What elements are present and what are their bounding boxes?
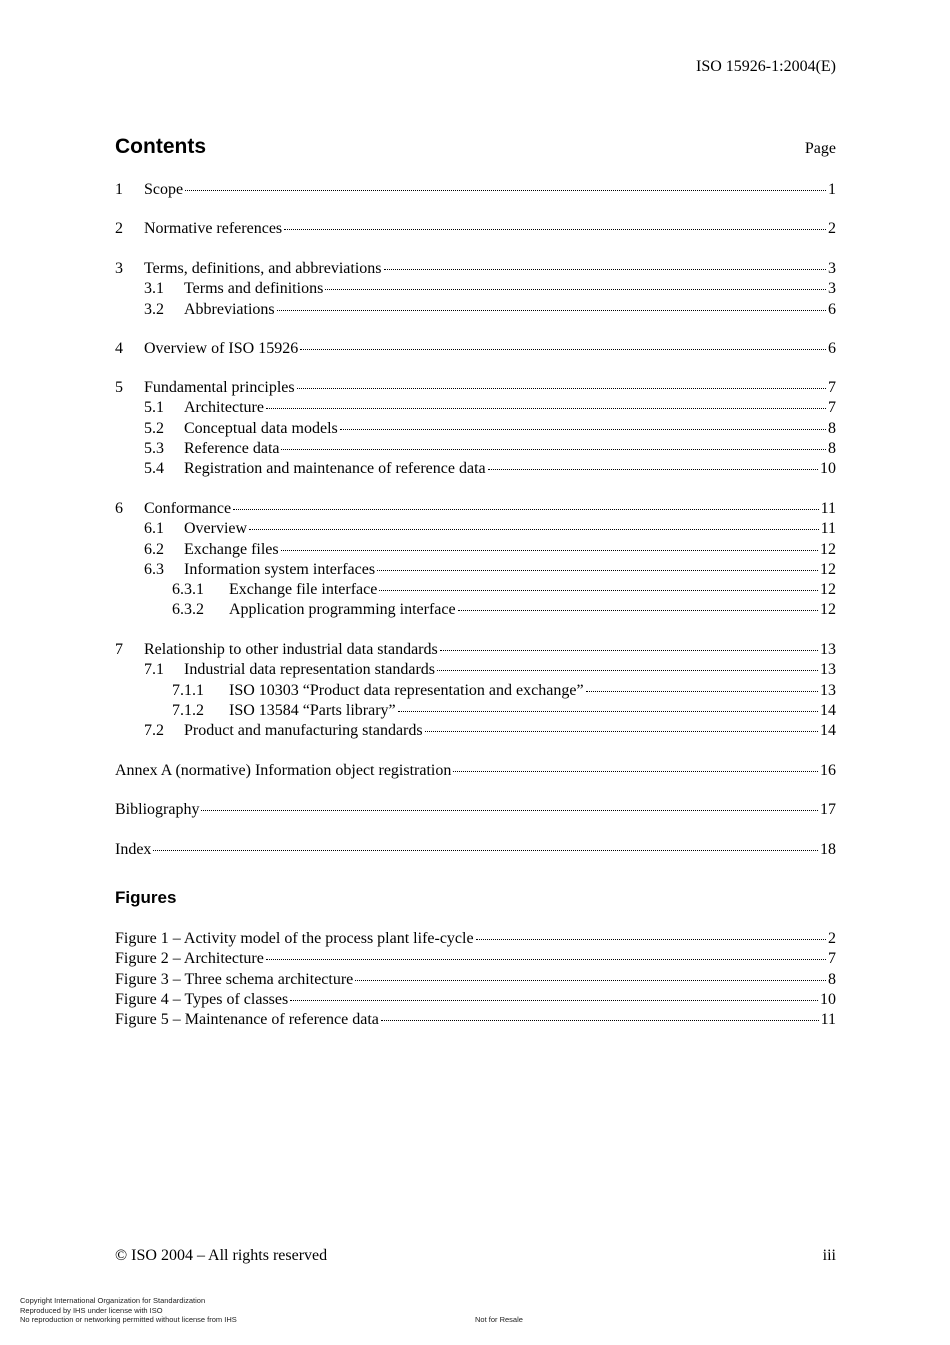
dot-leader [453, 770, 818, 772]
toc-entry[interactable] [115, 660, 836, 680]
toc-entry-label: Bibliography [115, 801, 200, 818]
toc-entry-page: 12 [820, 601, 836, 619]
toc-entry-page: 10 [820, 460, 836, 478]
toc-group [115, 339, 836, 359]
toc-entry-page: 1 [828, 181, 836, 198]
figure-entry-page: 11 [820, 1011, 836, 1029]
toc-entry[interactable] [115, 398, 836, 418]
toc-entry-number: 6.3.1 [172, 581, 204, 599]
toc-entry[interactable] [115, 419, 836, 439]
toc-entry[interactable] [115, 439, 836, 459]
toc-entry-number: 5.4 [144, 460, 164, 478]
figure-entry-page: 2 [828, 930, 836, 947]
toc-entry-page: 14 [820, 722, 836, 740]
dot-leader [488, 468, 818, 470]
toc-entry-page: 8 [828, 439, 836, 457]
toc-entry-number: 6 [115, 500, 123, 517]
dot-leader [281, 549, 818, 551]
figure-entry-page: 10 [820, 990, 836, 1008]
toc-entry-number: 4 [115, 340, 123, 357]
toc-entry-label: Scope [144, 181, 184, 198]
toc-entry-number: 5 [115, 379, 123, 396]
figure-entry[interactable] [115, 949, 836, 969]
dot-leader [586, 690, 818, 692]
dot-leader [201, 809, 818, 811]
dot-leader [300, 348, 826, 350]
toc-entry-label: Abbreviations [184, 300, 275, 318]
page-column-label: Page [804, 140, 836, 157]
legal-line: No reproduction or networking permitted without license from IHS [20, 1315, 237, 1324]
dot-leader [379, 589, 818, 591]
toc-entry-page: 12 [820, 540, 836, 558]
toc-entry-label: Terms and definitions [184, 280, 324, 298]
toc-entry-label: Fundamental principles [144, 379, 295, 396]
toc-entry[interactable] [115, 219, 836, 239]
toc-group [115, 378, 836, 479]
toc-entry-label: Overview of ISO 15926 [144, 340, 299, 357]
toc-entry-page: 18 [820, 841, 836, 858]
toc-entry-number: 5.2 [144, 419, 164, 437]
toc-entry-page: 14 [820, 701, 836, 719]
toc-entry-label: Registration and maintenance of reference data [184, 460, 486, 478]
toc-entry-label: Exchange files [184, 540, 279, 558]
toc-entry-number: 7.1 [144, 661, 164, 679]
toc-entry-page: 6 [828, 300, 836, 318]
toc-entry-page: 16 [820, 762, 836, 779]
contents-title: Contents [115, 135, 206, 158]
dot-leader [233, 508, 819, 510]
figure-entry-page: 8 [828, 970, 836, 988]
toc-entry-number: 7.1.2 [172, 701, 204, 719]
toc-group [115, 259, 836, 320]
dot-leader [153, 849, 818, 851]
toc-entry-label: Information system interfaces [184, 560, 376, 578]
figure-entry[interactable] [115, 970, 836, 990]
dot-leader [440, 649, 818, 651]
figure-entry[interactable] [115, 990, 836, 1010]
toc-entry[interactable] [115, 339, 836, 359]
toc-entry-page: 7 [828, 379, 836, 396]
toc-entry[interactable] [115, 279, 836, 299]
toc-group [115, 840, 836, 860]
not-for-resale-note: Not for Resale [475, 1315, 523, 1324]
document-id: ISO 15926-1:2004(E) [696, 58, 836, 75]
toc-entry[interactable] [115, 560, 836, 580]
dot-leader [284, 228, 826, 230]
figure-entry-label: Figure 1 – Activity model of the process plant life-cycle [115, 930, 474, 947]
dot-leader [377, 569, 818, 571]
toc-entry-number: 7.1.1 [172, 681, 204, 699]
figures-title: Figures [115, 888, 177, 907]
toc-entry-number: 3.2 [144, 300, 164, 318]
legal-notice [20, 1296, 237, 1325]
toc-entry-page: 11 [820, 520, 836, 538]
toc-group [115, 499, 836, 621]
toc-entry-label: ISO 13584 “Parts library” [229, 701, 396, 719]
dot-leader [398, 710, 818, 712]
figure-entry-label: Figure 2 – Architecture [115, 950, 264, 968]
dot-leader [340, 428, 826, 430]
list-of-figures [115, 929, 836, 1030]
toc-entry-page: 6 [828, 340, 836, 357]
toc-entry-label: Architecture [184, 399, 264, 417]
figure-entry-label: Figure 4 – Types of classes [115, 990, 289, 1008]
toc-entry-label: Exchange file interface [229, 581, 378, 599]
toc-entry-page: 7 [828, 399, 836, 417]
toc-entry-label: Terms, definitions, and abbreviations [144, 260, 382, 277]
dot-leader [384, 268, 827, 270]
dot-leader [425, 730, 818, 732]
toc-entry-label: Normative references [144, 220, 283, 237]
toc-entry-number: 6.3.2 [172, 601, 204, 619]
figure-entry-label: Figure 3 – Three schema architecture [115, 970, 354, 988]
toc-entry-number: 6.3 [144, 560, 164, 578]
figure-entry[interactable] [115, 929, 836, 949]
toc-entry[interactable] [115, 519, 836, 539]
toc-entry[interactable] [115, 640, 836, 660]
toc-entry-number: 1 [115, 181, 123, 198]
dot-leader [266, 407, 826, 409]
toc-entry-number: 3 [115, 260, 123, 277]
dot-leader [249, 528, 819, 530]
toc-entry-page: 17 [820, 801, 836, 818]
toc-entry-label: Reference data [184, 439, 280, 457]
toc-entry[interactable] [115, 800, 836, 820]
toc-entry[interactable] [115, 499, 836, 519]
toc-entry[interactable] [115, 459, 836, 479]
toc-entry-number: 3.1 [144, 280, 164, 298]
toc-entry[interactable] [115, 840, 836, 860]
toc-entry-page: 8 [828, 419, 836, 437]
toc-entry[interactable] [115, 259, 836, 279]
dot-leader [277, 309, 826, 311]
toc-group [115, 640, 836, 741]
dot-leader [381, 1019, 819, 1021]
figure-entry-label: Figure 5 – Maintenance of reference data [115, 1011, 379, 1029]
dot-leader [266, 958, 826, 960]
toc-entry-page: 12 [820, 581, 836, 599]
footer-copyright: © ISO 2004 – All rights reserved [115, 1247, 328, 1264]
dot-leader [355, 979, 826, 981]
figure-entry-page: 7 [828, 950, 836, 968]
toc-entry-label: Product and manufacturing standards [184, 722, 423, 740]
toc-entry[interactable] [115, 300, 836, 320]
toc-group [115, 761, 836, 781]
toc-entry-label: Conceptual data models [184, 419, 338, 437]
toc-entry[interactable] [115, 761, 836, 781]
legal-line: Reproduced by IHS under license with ISO [20, 1305, 163, 1315]
toc-entry-page: 11 [820, 500, 836, 517]
toc-entry-page: 13 [820, 641, 836, 658]
toc-entry-label: Index [115, 841, 152, 858]
toc-entry-page: 3 [828, 260, 836, 277]
footer-page-number: iii [822, 1247, 836, 1264]
toc-entry[interactable] [115, 180, 836, 200]
toc-entry-label: Industrial data representation standards [184, 661, 436, 679]
toc-entry-number: 6.2 [144, 540, 164, 558]
toc-entry-page: 13 [820, 661, 836, 679]
toc-entry-page: 2 [828, 220, 836, 237]
toc-entry-number: 7 [115, 641, 123, 658]
dot-leader [476, 938, 826, 940]
dot-leader [437, 669, 818, 671]
toc-entry-label: Application programming interface [229, 601, 456, 619]
toc-entry[interactable] [115, 721, 836, 741]
toc-entry-page: 13 [820, 681, 836, 699]
toc-entry-number: 5.1 [144, 399, 164, 417]
toc-entry-label: Overview [184, 520, 248, 538]
toc-entry-label: Conformance [144, 500, 232, 517]
toc-entry-number: 6.1 [144, 520, 164, 538]
dot-leader [297, 387, 826, 389]
toc-entry-page: 3 [828, 280, 836, 298]
dot-leader [325, 288, 826, 290]
dot-leader [185, 189, 826, 191]
toc-entry-label: Relationship to other industrial data standards [144, 641, 438, 658]
toc-entry[interactable] [115, 701, 836, 721]
toc-entry[interactable] [115, 681, 836, 701]
toc-entry[interactable] [115, 540, 836, 560]
figure-entry[interactable] [115, 1010, 836, 1030]
toc-entry-page: 12 [820, 560, 836, 578]
legal-line: Copyright International Organization for Standardization [20, 1296, 206, 1305]
toc-entry[interactable] [115, 580, 836, 600]
toc-entry[interactable] [115, 600, 836, 620]
dot-leader [458, 609, 818, 611]
toc-group [115, 180, 836, 200]
toc-entry-label: Annex A (normative) Information object registration [115, 762, 452, 779]
toc-group [115, 219, 836, 239]
toc-entry-number: 2 [115, 220, 123, 237]
toc-group [115, 800, 836, 820]
dot-leader [281, 448, 826, 450]
dot-leader [290, 999, 818, 1001]
toc-entry-label: ISO 10303 “Product data representation and exchange” [229, 681, 584, 699]
toc-entry-number: 7.2 [144, 722, 164, 740]
contents-heading [115, 135, 836, 159]
toc-entry[interactable] [115, 378, 836, 398]
toc-entry-number: 5.3 [144, 439, 164, 457]
